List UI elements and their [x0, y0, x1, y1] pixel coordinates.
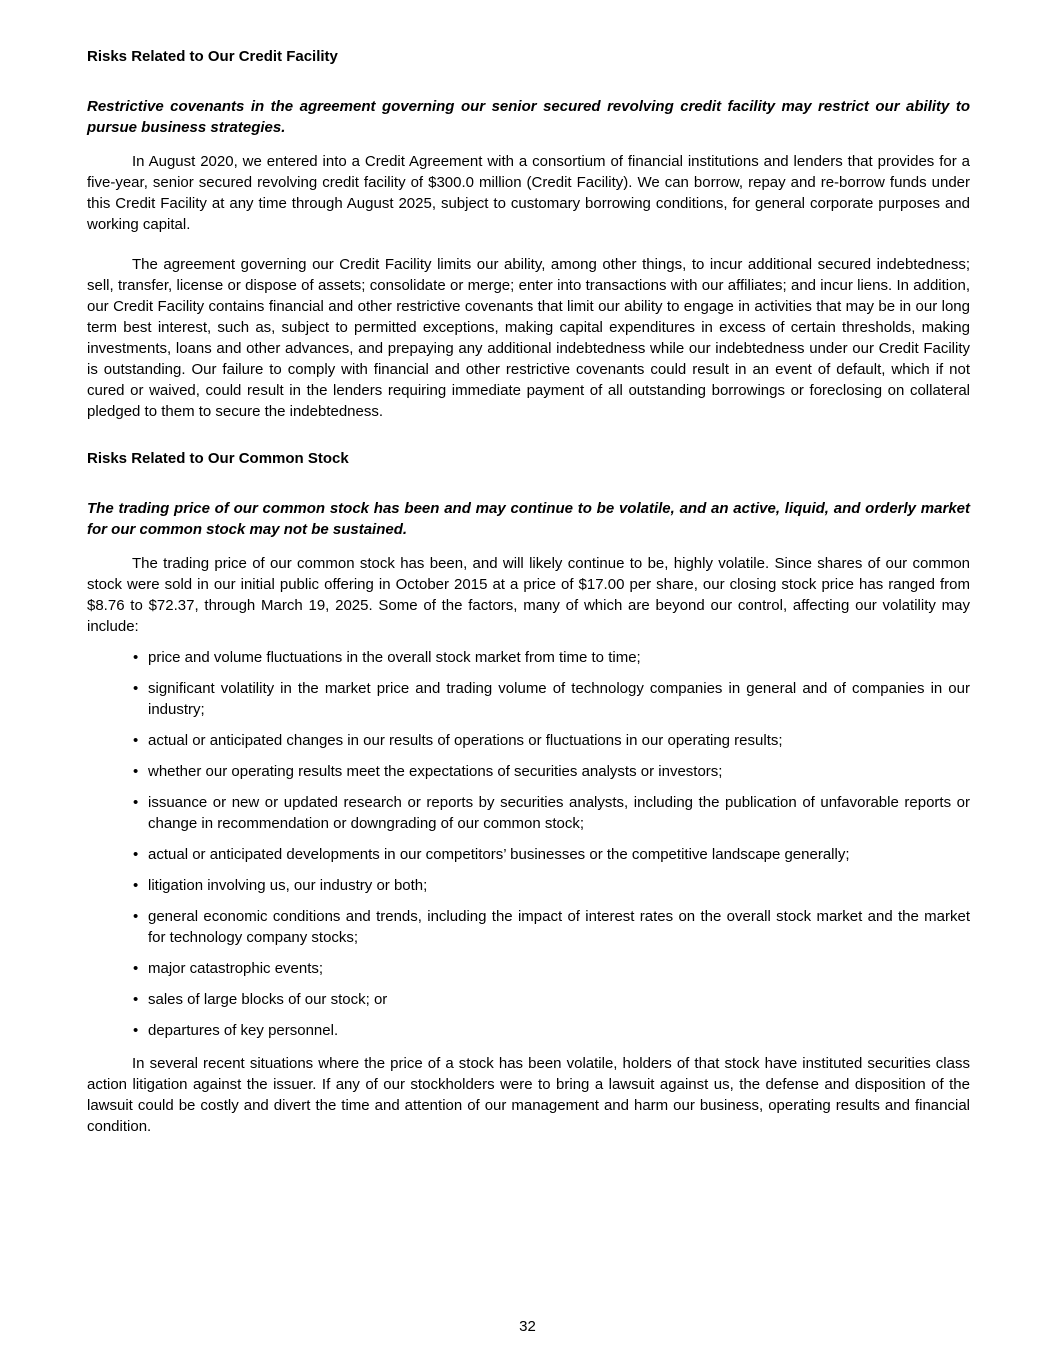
bullet-icon: •: [133, 763, 139, 780]
bullet-icon: •: [133, 877, 139, 894]
list-item-text: price and volume fluctuations in the overall stock market from time to time;: [148, 649, 641, 666]
paragraph-trading-price-intro: The trading price of our common stock has been, and will likely continue to be, highly volatile. Since shares of our common stock were sold in our initial public offering in October 2015 at a price of $17.00 per share, our closing stock price has ranged from $8.76 to $72.37, through March 19, 2025. Some of the factors, many of which are beyond our control, affecting our volatility may include:: [87, 555, 970, 635]
bullet-icon: •: [133, 680, 139, 697]
list-item: [87, 730, 970, 751]
list-item-text: actual or anticipated changes in our results of operations or fluctuations in our operating results;: [148, 732, 783, 749]
bullet-icon: •: [133, 908, 139, 925]
risk-title-trading-price: The trading price of our common stock has been and may continue to be volatile, and an active, liquid, and orderly market for our common stock may not be sustained.: [87, 500, 970, 538]
bullet-icon: •: [133, 794, 139, 811]
bullet-icon: •: [133, 732, 139, 749]
bullet-icon: •: [133, 960, 139, 977]
list-item: [87, 906, 970, 948]
section-heading-credit-facility: Risks Related to Our Credit Facility: [87, 48, 338, 65]
paragraph-securities-litigation: In several recent situations where the price of a stock has been volatile, holders of that stock have instituted securities class action litigation against the issuer. If any of our stockholders were to bring a lawsuit against us, the defense and disposition of the lawsuit could be costly and divert the time and attention of our management and harm our business, operating results and financial condition.: [87, 1055, 970, 1135]
list-item: [87, 1020, 970, 1041]
list-item: [87, 875, 970, 896]
list-item-text: significant volatility in the market price and trading volume of technology companies in general and of companies in our industry;: [148, 680, 970, 718]
list-item: [87, 989, 970, 1010]
paragraph-agreement-limits: The agreement governing our Credit Facility limits our ability, among other things, to incur additional secured indebtedness; sell, transfer, license or dispose of assets; consolidate or merge; enter into transactions with our affiliates; and incur liens. In addition, our Credit Facility contains financial and other restrictive covenants that limit our ability to engage in activities that may be in our long term best interest, such as, subject to permitted exceptions, making capital expenditures in excess of certain thresholds, making investments, loans and other advances, and prepaying any additional indebtedness while our indebtedness under our Credit Facility is outstanding. Our failure to comply with financial and other restrictive covenants could result in an event of default, which if not cured or waived, could result in the lenders requiring immediate payment of all outstanding borrowings or foreclosing on collateral pledged to them to secure the indebtedness.: [87, 256, 970, 420]
paragraph-credit-agreement: In August 2020, we entered into a Credit Agreement with a consortium of financial institutions and lenders that provides for a five-year, senior secured revolving credit facility of $300.0 million (Credit Facility). We can borrow, repay and re-borrow funds under this Credit Facility at any time through August 2025, subject to customary borrowing conditions, for general corporate purposes and working capital.: [87, 153, 970, 233]
risk-restrictive-covenants: [87, 96, 970, 422]
list-item-text: actual or anticipated developments in our competitors’ businesses or the competitive landscape generally;: [148, 846, 850, 863]
bullet-icon: •: [133, 846, 139, 863]
list-item: [87, 761, 970, 782]
bullet-icon: •: [133, 991, 139, 1008]
bullet-icon: •: [133, 649, 139, 666]
section-heading-common-stock: Risks Related to Our Common Stock: [87, 450, 349, 467]
list-item: [87, 792, 970, 834]
section-credit-facility: [87, 46, 970, 422]
list-item-text: sales of large blocks of our stock; or: [148, 991, 388, 1008]
list-item-text: major catastrophic events;: [148, 960, 324, 977]
list-item-text: general economic conditions and trends, including the impact of interest rates on the overall stock market and the market for technology company stocks;: [148, 908, 970, 946]
risk-trading-price-volatility: [87, 498, 970, 1137]
list-item-text: litigation involving us, our industry or both;: [148, 877, 428, 894]
list-item-text: whether our operating results meet the expectations of securities analysts or investors;: [148, 763, 723, 780]
section-common-stock: [87, 448, 970, 1137]
list-item-text: departures of key personnel.: [148, 1022, 339, 1039]
list-item: [87, 647, 970, 668]
list-item: [87, 958, 970, 979]
bullet-icon: •: [133, 1022, 139, 1039]
risk-title-restrictive-covenants: Restrictive covenants in the agreement governing our senior secured revolving credit facility may restrict our ability to pursue business strategies.: [87, 98, 970, 136]
list-item-text: issuance or new or updated research or reports by securities analysts, including the publication of unfavorable reports or change in recommendation or downgrading of our common stock;: [148, 794, 970, 832]
volatility-factors-list: [87, 647, 970, 1041]
list-item: [87, 678, 970, 720]
list-item: [87, 844, 970, 865]
page-number: 32: [519, 1318, 536, 1335]
